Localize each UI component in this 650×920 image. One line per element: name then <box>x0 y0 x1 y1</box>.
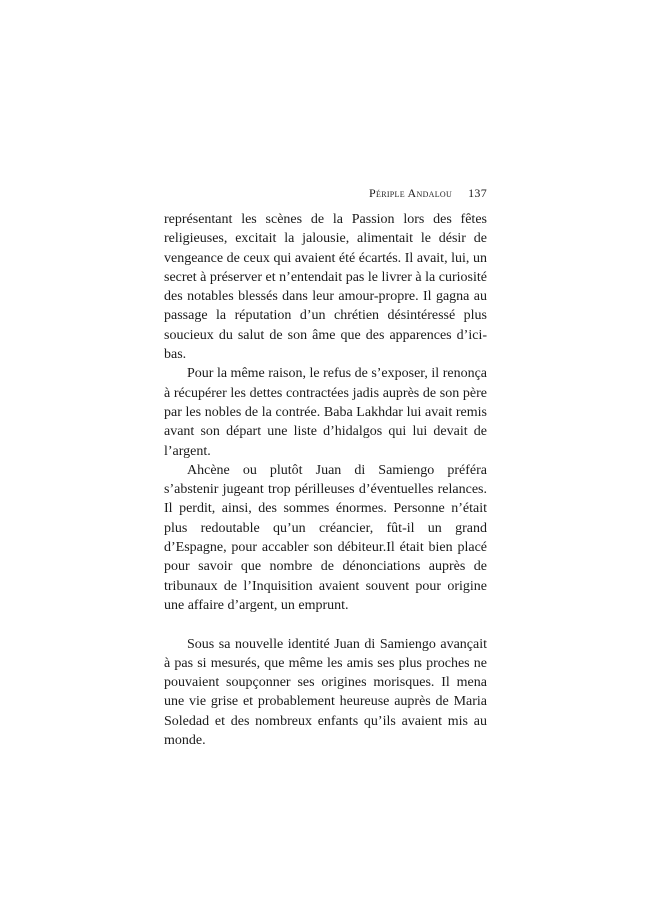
paragraph: représentant les scènes de la Passion lors des fêtes religieuses, excitait la jalousie, alimentait le désir de vengeance de ceux qui avaient été écartés. Il avait, lui, un secret à préserver et n’entendait pas le livrer à la curiosité des notables blessés dans leur amour-propre. Il gagna au passage la réputation d’un chrétien désintéressé plus soucieux du salut de son âme que des apparences d’ici-bas. <box>164 212 487 363</box>
running-header <box>164 186 487 200</box>
paragraph: Ahcène ou plutôt Juan di Samiengo préféra s’abstenir jugeant trop périlleuses d’éventuelles relances. Il perdit, ainsi, des sommes énormes. Personne n’était plus redoutable qu’un créancier, fût-il un grand d’Espagne, pour accabler son débiteur.Il était bien placé pour savoir que nombre de dénonciations auprès de tribunaux de l’Inquisition avaient souvent pour origine une affaire d’argent, un emprunt. <box>164 462 487 613</box>
running-title: Périple Andalou <box>369 186 453 200</box>
paragraph: Sous sa nouvelle identité Juan di Samiengo avançait à pas si mesurés, que même les amis ses plus proches ne pouvaient soupçonner ses origines morisques. Il mena une vie grise et probablement heureuse auprès de Maria Soledad et des nombreux enfants qu’ils avaient mis au monde. <box>164 636 487 749</box>
body-text <box>164 210 487 750</box>
page-number: 137 <box>468 186 487 200</box>
paragraph: Pour la même raison, le refus de s’exposer, il renonça à récupérer les dettes contractées jadis auprès de son père par les nobles de la contrée. Baba Lakhdar lui avait remis avant son départ une liste d’hidalgos qui lui devait de l’argent. <box>164 366 487 459</box>
